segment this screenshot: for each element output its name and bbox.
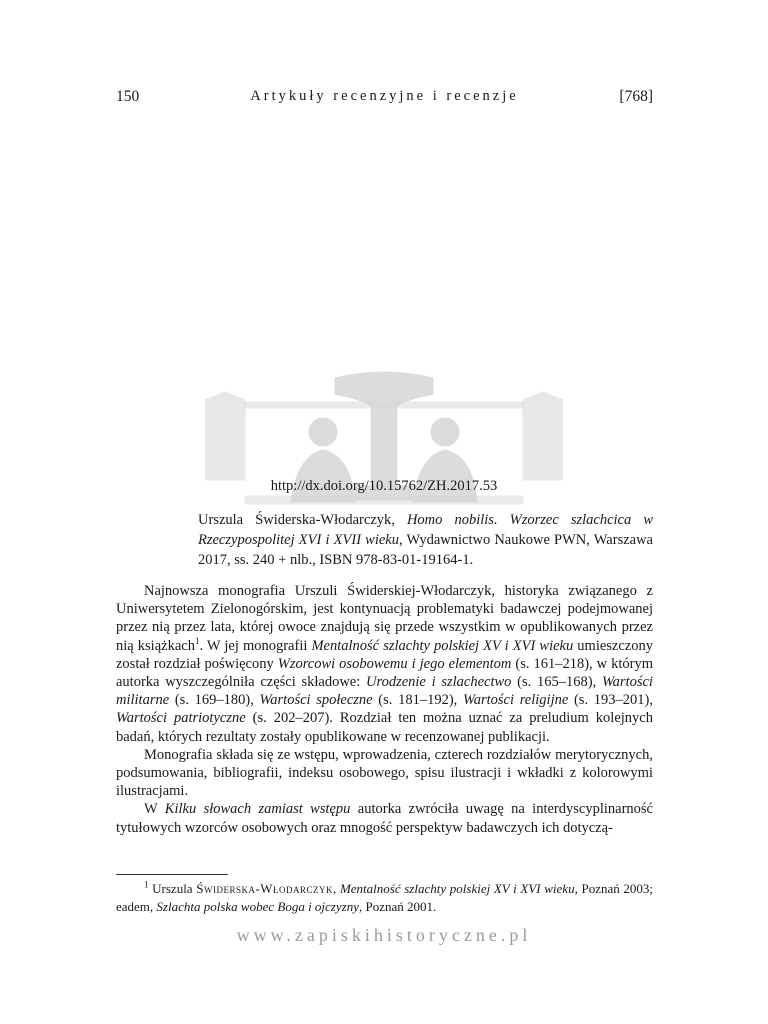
journal-website[interactable]: www.zapiskihistoryczne.pl [236, 925, 532, 945]
text-run: , Poznań 2003; eadem, [116, 881, 653, 914]
text-run: Urszula [148, 881, 197, 896]
italic-title: Wartości patriotyczne [116, 710, 246, 727]
text-run: , Poznań 2001. [358, 899, 437, 914]
page-header [116, 88, 653, 110]
bibliographic-entry [198, 510, 653, 570]
page-number: 150 [116, 88, 140, 105]
text-run: (s. 169–180), [169, 692, 260, 709]
italic-title: Wartości militarne [116, 674, 653, 709]
italic-title: Szlachta polska wobec Boga i ojczyzny [156, 899, 359, 914]
italic-title: Wzorcowi osobowemu i jego elementom [277, 655, 512, 672]
paragraph [116, 800, 653, 836]
footnote-number: 1 [144, 879, 149, 890]
bib-author: Urszula Świderska-Włodarczyk, [198, 512, 407, 528]
paragraph: Monografia składa się ze wstępu, wprowadzenia, czterech rozdziałów merytorycznych, podsumowania, bibliografii, indeksu osobowego, spisu ilustracji i wkładki z kolorowymi ilustracjami. [116, 746, 653, 800]
text-run: W [144, 801, 165, 818]
italic-title: Wartości społeczne [259, 692, 373, 709]
bracket-page-number: [768] [619, 88, 653, 105]
italic-title: Mentalność szlachty polskiej XV i XVI wieku [339, 881, 575, 896]
text-run: (s. 165–168), [511, 674, 602, 691]
italic-title: Wartości religijne [462, 692, 569, 709]
text-run: Najnowsza monografia Urszuli Świderskiej-Włodarczyk, historyka związanego z Uniwersytetem Zielonogórskim, jest kontynuacją problematyki badawczej podejmowanej przez nią przez lata, której owoce znajdują się przede wszystkim w opublikowanych przez nią książkach [116, 583, 653, 654]
text-run: umieszczony został rozdział poświęcony [116, 637, 653, 672]
footnote-divider [116, 874, 228, 875]
text-run: . W jej monografii [199, 637, 312, 654]
text-run: autorka zwróciła uwagę na interdyscyplinarność tytułowych wzorców osobowych oraz mnogość perspektyw badawczych ich dotyczą- [116, 801, 653, 836]
running-title: Artykuły recenzyjne i recenzje [250, 88, 519, 104]
text-run: (s. 161–218), w którym autorka wyszczególniła części składowe: [116, 655, 653, 691]
italic-title: Urodzenie i szlachectwo [366, 674, 512, 691]
bib-details: , Wydawnictwo Naukowe PWN, Warszawa 2017, ss. 240 + nlb., ISBN 978-83-01-19164-1. [198, 532, 653, 568]
italic-title: Kilku słowach zamiast wstępu [164, 801, 351, 818]
text-run: (s. 202–207). Rozdział ten można uznać za preludium kolejnych badań, których rezultaty zostały opublikowane w recenzowanej publikacji. [116, 710, 653, 745]
doi-link[interactable]: http://dx.doi.org/10.15762/ZH.2017.53 [270, 478, 498, 494]
bib-title: Homo nobilis. Wzorzec szlachcica w Rzeczypospolitej XVI i XVII wieku [198, 512, 653, 548]
paragraph [116, 582, 653, 746]
footnote-reference[interactable]: 1 [194, 635, 200, 646]
text-run: (s. 193–201), [568, 692, 653, 709]
review-body [116, 582, 653, 837]
text-run: (s. 181–192), [372, 692, 463, 709]
text-run: , [333, 881, 340, 896]
author-surname: Świderska-Włodarczyk [196, 881, 334, 896]
italic-title: Mentalność szlachty polskiej XV i XVI wieku [311, 637, 574, 654]
footnote [116, 880, 653, 916]
